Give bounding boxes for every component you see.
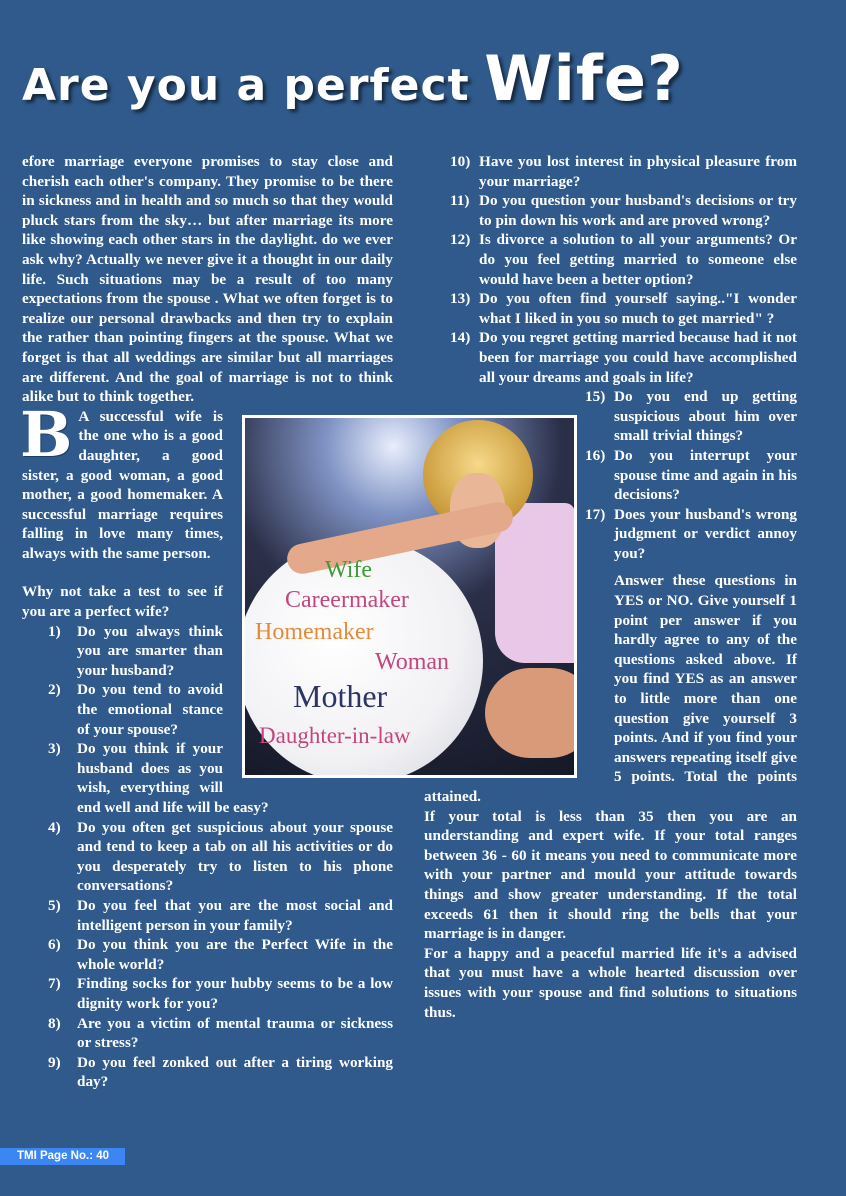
question-number: 11) [450, 192, 470, 210]
question-text: Do you regret getting married because had it not been for marriage you could have accomplished all your dreams and goals in life? [479, 329, 797, 386]
word-homemaker: Homemaker [255, 619, 374, 645]
page-number-badge: TMI Page No.: 40 [0, 1148, 125, 1165]
question-item [22, 1014, 393, 1053]
question-text: Do you tend to avoid the emotional stance of your spouse? [77, 681, 223, 738]
intro-paragraph: efore marriage everyone promises to stay close and cherish each other's company. They promise to be there in sickness and in health and so much so that they would pluck stars from the sky… but after marriage its more like showing each other stars in the daylight. do we ever ask why? Actually we never give it a thought in our daily life. Such situations may be a result of too many expectations from the spouse . What we often forget is to realize our personal drawbacks and then try to explain the rather than pointing fingers at the spouse. What we forget is that all weddings are similar but all marriages are different. And the goal of marriage is not to think alike but to think together. [22, 153, 393, 406]
question-text: Finding socks for your hubby seems to be a low dignity work for you? [77, 975, 393, 1012]
question-number: 3) [48, 740, 61, 758]
question-item [22, 935, 393, 974]
question-item [424, 230, 797, 289]
question-text: Do you feel that you are the most social and intelligent person in your family? [77, 896, 393, 934]
question-number: 5) [48, 896, 61, 914]
question-text: Do you feel zonked out after a tiring working day? [77, 1053, 393, 1091]
question-text: Have you lost interest in physical pleasure from your marriage? [479, 153, 797, 190]
question-number: 1) [48, 622, 61, 640]
page-title [22, 42, 822, 115]
question-item [22, 818, 393, 896]
question-text: Do you often get suspicious about your spouse and tend to keep a tab on all his activities or do you desperately try to listen to his phone conversations? [77, 818, 393, 895]
drop-cap: B [20, 398, 73, 471]
question-text: Do you think you are the Perfect Wife in the whole world? [77, 936, 393, 973]
question-item [22, 1053, 393, 1092]
title-part1: Are you a perfect [22, 60, 470, 111]
question-number: 12) [450, 231, 471, 249]
scoring-instructions: Answer these questions in YES or NO. Give yourself 1 point per answer if you hardly agree to any of the questions asked above. If you find YES as an answer to little more than one question give yourself 3 points. And if you find your answers repeating itself give 5 points. Total the points attained. [424, 572, 797, 805]
question-text: Are you a victim of mental trauma or sickness or stress? [77, 1014, 393, 1052]
question-text: Do you interrupt your spouse time and again in his decisions? [614, 446, 797, 504]
test-prompt: Why not take a test to see if you are a perfect wife? [22, 583, 223, 621]
question-item [424, 289, 797, 328]
question-item [424, 328, 797, 387]
scoring-results: If your total is less than 35 then you are an understanding and expert wife. If your total ranges between 36 - 60 it means you need to communicate more with your partner and mould your attitude towards things and show greater understanding. If the total exceeds 61 then it should ring the bells that your marriage is in danger. [424, 807, 797, 943]
question-number: 4) [48, 818, 61, 836]
woman-photo [242, 415, 577, 778]
question-number: 6) [48, 936, 61, 954]
successful-wife-paragraph: A successful wife is the one who is a good daughter, a good sister, a good woman, a good mother, a good homemaker. A successful marriage requires falling in love many times, always with the same person. [22, 407, 223, 562]
question-text: Is divorce a solution to all your arguments? Or do you feel getting married to someone else would have been a better option? [479, 231, 797, 288]
word-woman: Woman [375, 649, 450, 675]
question-item [424, 191, 797, 230]
question-text: Do you question your husband's decisions or try to pin down his work and are proved wrong? [479, 192, 797, 229]
question-item [22, 896, 393, 935]
question-number: 8) [48, 1014, 61, 1032]
question-text: Do you often find yourself saying.."I wonder what I liked in you so much to get married" ? [479, 290, 797, 327]
question-text: Does your husband's wrong judgment or verdict annoy you? [614, 505, 797, 562]
question-number: 17) [585, 505, 606, 523]
question-number: 10) [450, 153, 471, 170]
question-number: 16) [585, 446, 606, 464]
question-text: Do you think if your husband does as you wish, everything will end well and life will be easy? [77, 740, 269, 816]
word-careermaker: Careermaker [285, 587, 409, 613]
question-number: 2) [48, 681, 61, 699]
title-part2: Wife? [484, 42, 684, 115]
question-item [22, 974, 393, 1013]
question-number: 13) [450, 290, 471, 308]
question-item [424, 152, 797, 191]
question-number: 15) [585, 388, 606, 406]
word-wife: Wife [325, 557, 373, 583]
word-daughter-in-law: Daughter-in-law [259, 723, 411, 748]
question-number: 14) [450, 329, 471, 347]
word-mother: Mother [293, 678, 388, 714]
question-text: Do you end up getting suspicious about him over small trivial things? [614, 388, 797, 445]
question-text: Do you always think you are smarter than your husband? [77, 622, 223, 679]
advice-paragraph: For a happy and a peaceful married life it's a advised that you must have a whole hearted discussion over issues with your spouse and find solutions to situations thus. [424, 944, 797, 1021]
question-number: 7) [48, 975, 61, 993]
question-number: 9) [48, 1053, 61, 1071]
